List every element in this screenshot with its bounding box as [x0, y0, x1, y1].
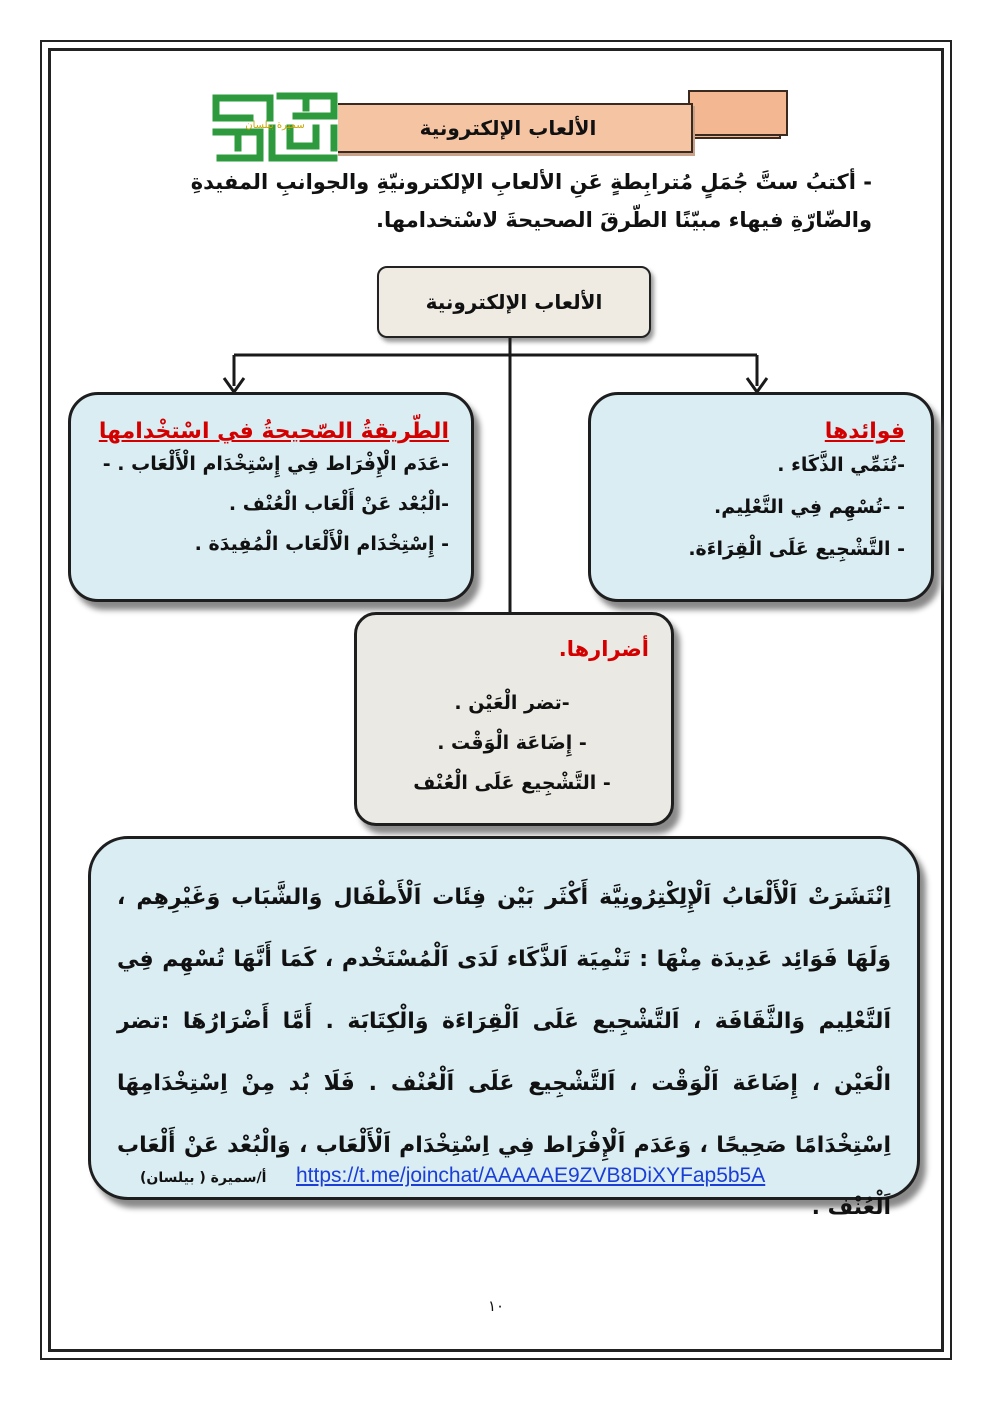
instruction-line-2: والضّارّةِ فيهاء مبيّنًا الطّرقَ الصحيحةَ لاسْتخدامها. [376, 208, 872, 232]
benefits-card [588, 392, 934, 602]
page-number: ١٠ [487, 1297, 505, 1315]
harms-item: -تضر الْعَيْن . [454, 692, 570, 714]
harms-heading: أضرارها. [558, 637, 649, 661]
harms-card [354, 612, 674, 826]
benefits-heading: فوائدها [824, 419, 905, 444]
correct-use-heading: الطّريقةُ الصّحيحةُ في اسْتخْدامها [98, 419, 449, 444]
summary-paragraph: اِنْتَشَرَتْ اَلْأَلْعَابُ اَلْإِلِكْتِرُونِيَّة أَكْثَر بَيْن فِئَات اَلْأَطْفَال وَالشَّبَاب وَغَيْرِهِم ، وَلَهَا فَوَائِد عَدِيدَة مِنْهَا : تَنْمِيَة اَلذَّكَاء لَدَى اَلْمُسْتَخْدم ، كَمَا أَنَّهَا تُسْهِم فِي اَلتَّعْلِيم وَالثَّقَافَة ، اَلتَّشْجِيع عَلَى اَلْقِرَاءَة وَالْكِتَابَة . أَمَّا أَضْرَارُهَا :تضر الْعَيْن ، إِضَاعَة اَلْوَقْت ، اَلتَّشْجِيع عَلَى اَلْعُنْف . فَلَا بُد مِنْ اِسْتِخْدَامِهَا اِسْتِخْدَامًا صَحِيحًا ، وَعَدَم اَلْإِفْرَاط فِي اِسْتِخْدَام اَلْأَلْعَاب ، وَالْبُعْد عَنْ أَلْعَاب اَلْعُنْف . [88, 836, 920, 1200]
page-title: الألعاب الإلكترونية [323, 103, 693, 153]
correct-use-item: -الْبُعْد عَنْ أَلْعَاب الْعُنْف . [228, 493, 449, 515]
telegram-link[interactable]: https://t.me/joinchat/AAAAAE9ZVB8DiXYFap5b5A [296, 1164, 766, 1187]
benefits-item: - التَّشْجِيع عَلَى الْقِرَاءَة. [688, 538, 905, 560]
correct-use-item: - إِسْتِخْدَام الْأَلْعَاب الْمُفِيدَة . [194, 533, 449, 555]
correct-use-item: -عَدَم الْإِفْرَاط فِي إِسْتِخْدَام الْأَلْعَاب . - [102, 453, 449, 475]
author-credit: أ/سميرة ( بيلسان) [140, 1170, 267, 1186]
harms-item: - إِضَاعَة الْوَقْت . [437, 732, 587, 754]
logo-text: سميرة بيلسان [245, 120, 305, 131]
benefits-item: - -تُسْهِم فِي التَّعْلِيم. [714, 496, 905, 518]
instruction-line-1: - أكتبُ ستَّ جُمَلٍ مُترابِطةٍ عَنِ الألعابِ الإلكترونيّةِ والجوانبِ المفيدةِ [190, 170, 872, 194]
correct-use-card [68, 392, 474, 602]
harms-item: - التَّشْجِيع عَلَى الْعُنْف [413, 772, 611, 794]
benefits-item: -تُنَمِّي الذَّكَاء . [777, 454, 905, 476]
diagram-center-box: الألعاب الإلكترونية [377, 266, 651, 338]
